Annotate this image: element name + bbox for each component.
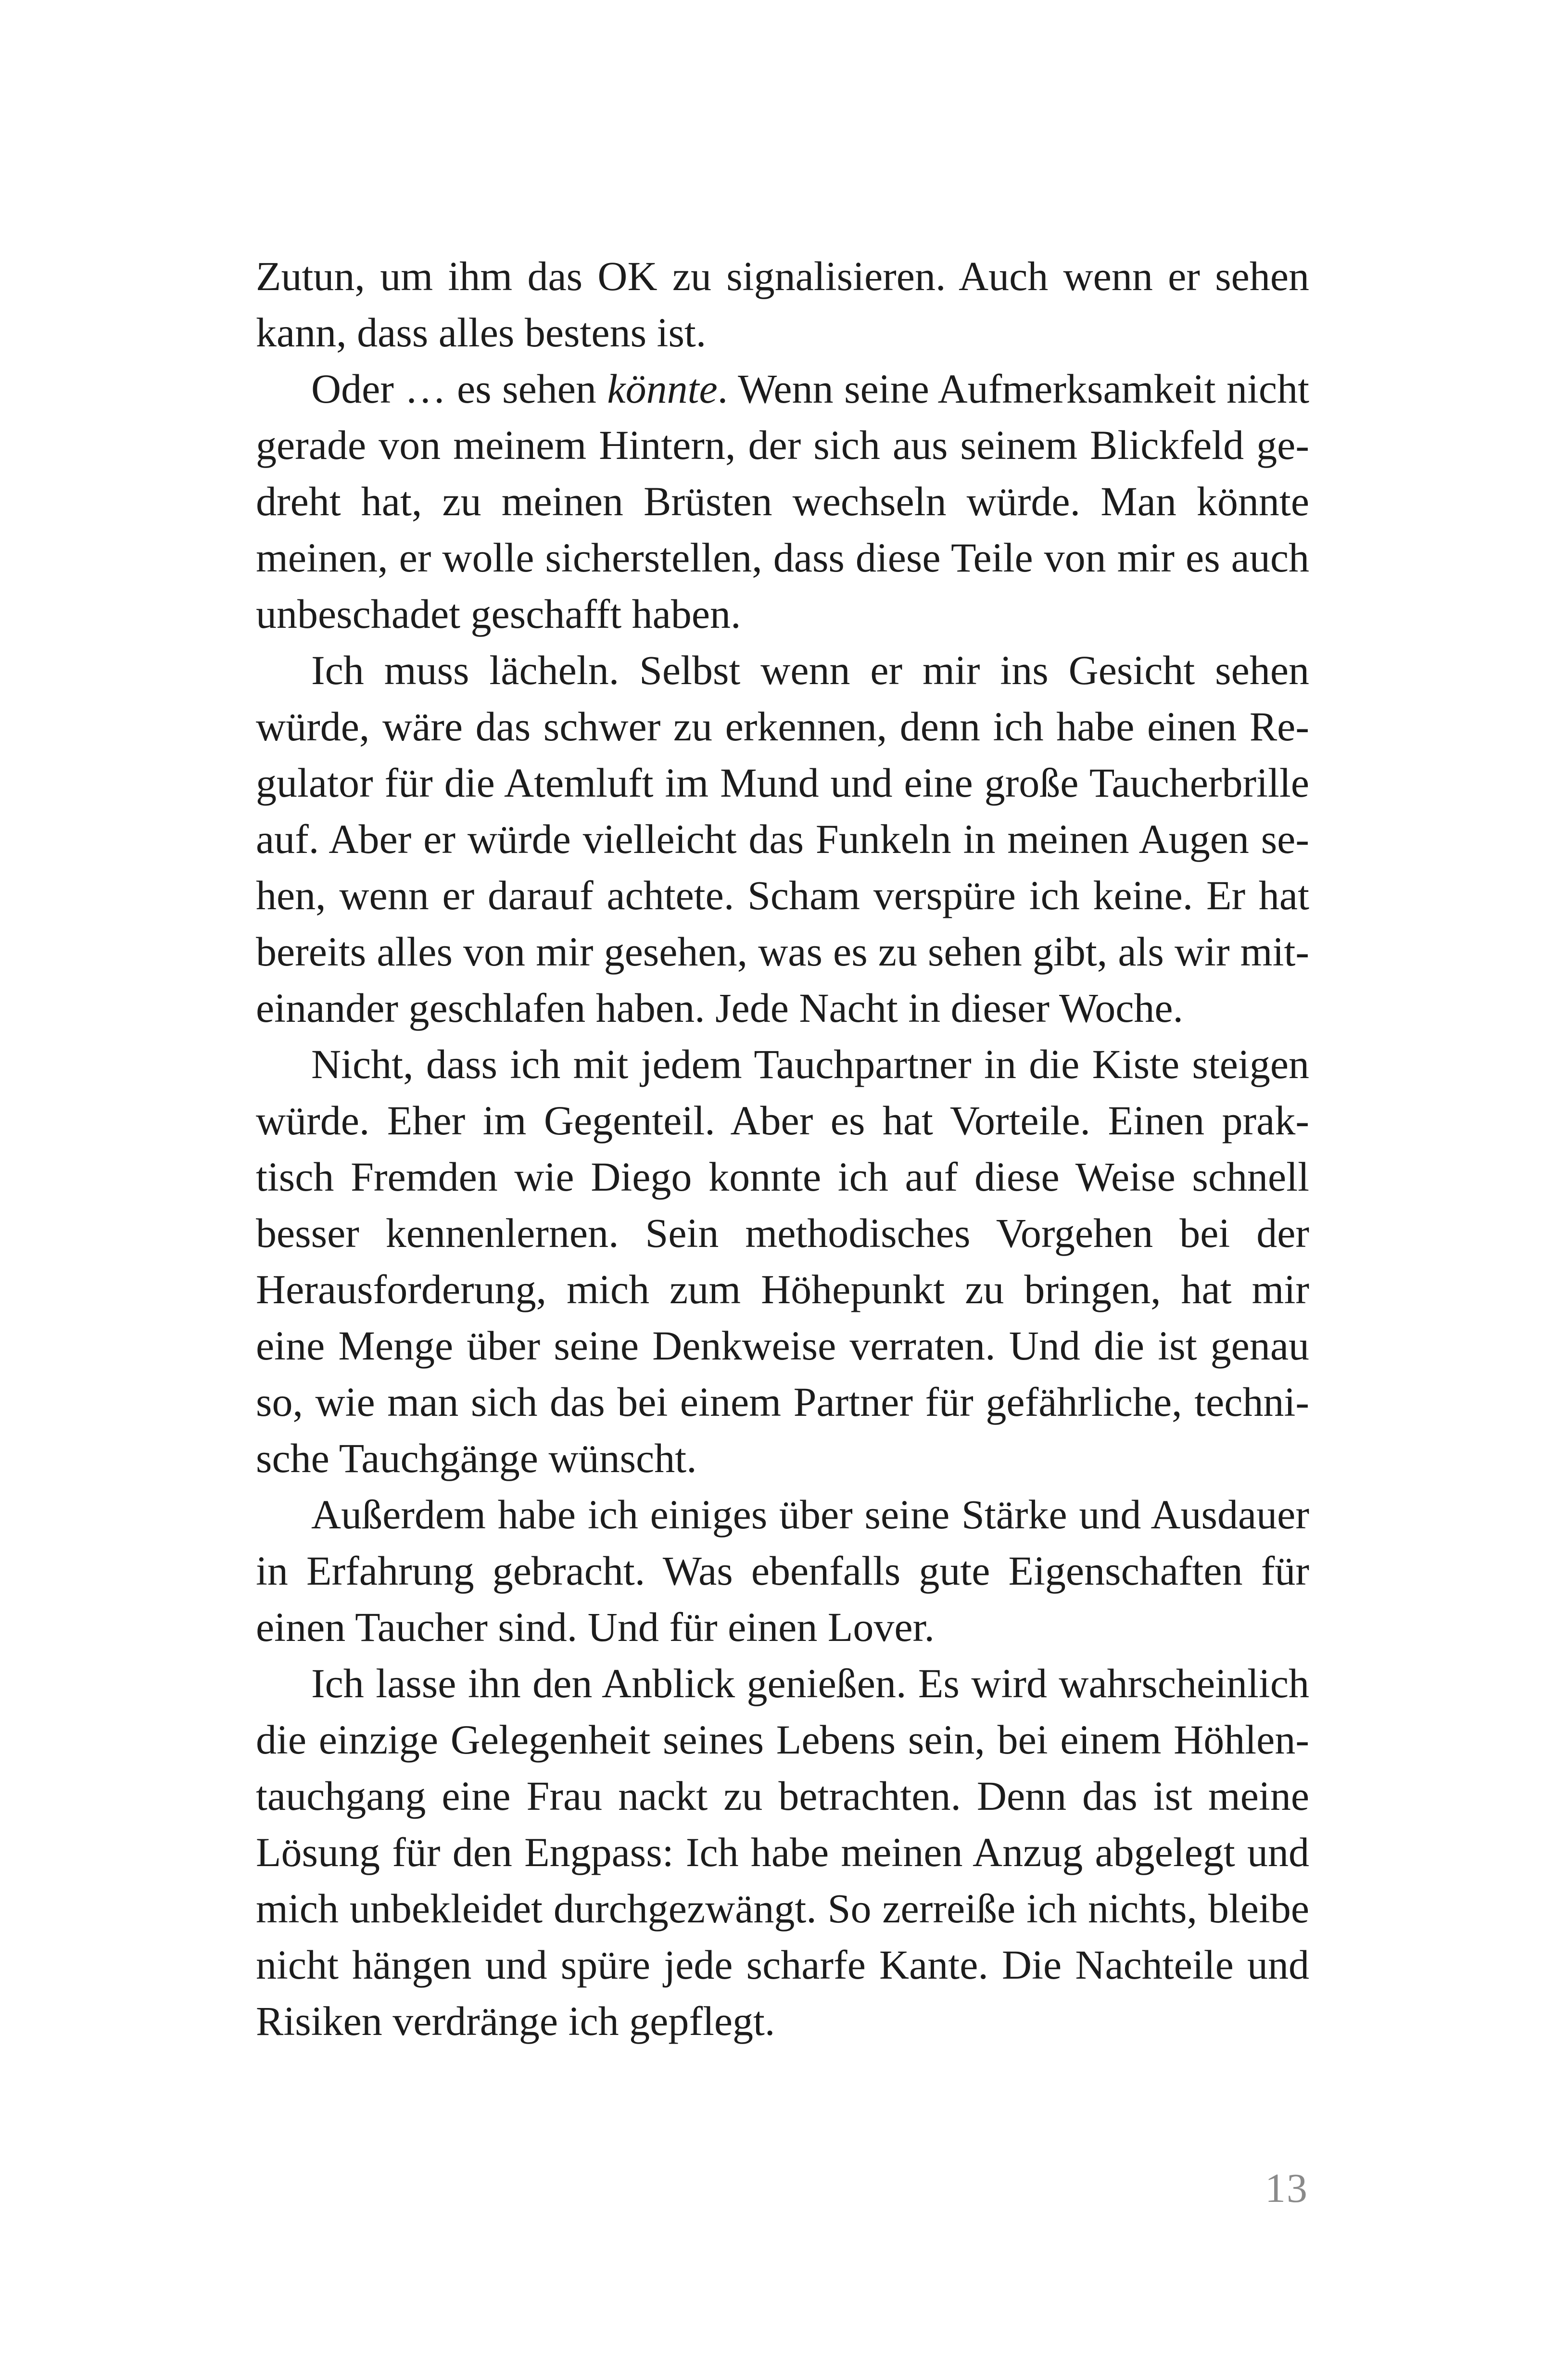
text-line: eine Menge über seine Denkweise verraten. Und die ist genau [256, 1322, 1309, 1369]
text-line: unbeschadet geschafft haben. [256, 591, 741, 637]
text-line: Lösung für den Engpass: Ich habe meinen Anzug abgelegt und [256, 1829, 1309, 1875]
text-line: nicht hängen und spüre jede scharfe Kante. Die Nachteile und [256, 1942, 1309, 1988]
body-text [256, 248, 1309, 2049]
text-line: würde. Eher im Gegenteil. Aber es hat Vorteile. Einen prak- [256, 1097, 1309, 1144]
text-line: gerade von meinem Hintern, der sich aus seinem Blickfeld ge- [256, 422, 1309, 468]
text-line: Risiken verdränge ich gepflegt. [256, 1998, 775, 2044]
text-line: Außerdem habe ich einiges über seine Stärke und Ausdauer [311, 1491, 1309, 1538]
text-line: dreht hat, zu meinen Brüsten wechseln würde. Man könnte [256, 478, 1309, 524]
text-line: Oder … es sehen könnte. Wenn seine Aufmerksamkeit nicht [311, 366, 1309, 412]
text-line: auf. Aber er würde vielleicht das Funkeln in meinen Augen se- [256, 816, 1309, 862]
text-line: meinen, er wolle sicherstellen, dass diese Teile von mir es auch [256, 534, 1309, 581]
text-line: besser kennenlernen. Sein methodisches Vorgehen bei der [256, 1210, 1309, 1256]
text-line: würde, wäre das schwer zu erkennen, denn ich habe einen Re- [256, 703, 1309, 750]
text-line: so, wie man sich das bei einem Partner für gefährliche, techni- [256, 1379, 1309, 1425]
text-line: hen, wenn er darauf achtete. Scham verspüre ich keine. Er hat [256, 872, 1309, 918]
text-line: kann, dass alles bestens ist. [256, 309, 707, 356]
text-line: mich unbekleidet durchgezwängt. So zerreiße ich nichts, bleibe [256, 1885, 1309, 1932]
text-line: die einzige Gelegenheit seines Lebens sein, bei einem Höhlen- [256, 1716, 1309, 1763]
text-line: Nicht, dass ich mit jedem Tauchpartner in die Kiste steigen [311, 1041, 1309, 1087]
text-line: Herausforderung, mich zum Höhepunkt zu bringen, hat mir [256, 1266, 1309, 1312]
page-number: 13 [1265, 2165, 1308, 2211]
text-line: sche Tauchgänge wünscht. [256, 1435, 697, 1481]
text-line: Zutun, um ihm das OK zu signalisieren. Auch wenn er sehen [256, 253, 1309, 299]
text-line: tauchgang eine Frau nackt zu betrachten. Denn das ist meine [256, 1773, 1309, 1819]
emphasized-word: könnte [607, 366, 718, 412]
text-line: Ich lasse ihn den Anblick genießen. Es wird wahrscheinlich [311, 1660, 1309, 1706]
text-line: tisch Fremden wie Diego konnte ich auf diese Weise schnell [256, 1154, 1309, 1200]
text-line: einen Taucher sind. Und für einen Lover. [256, 1604, 935, 1650]
text-line: bereits alles von mir gesehen, was es zu sehen gibt, als wir mit- [256, 928, 1309, 975]
text-line: Ich muss lächeln. Selbst wenn er mir ins Gesicht sehen [311, 647, 1309, 693]
text-line: einander geschlafen haben. Jede Nacht in dieser Woche. [256, 985, 1184, 1031]
text-line: gulator für die Atemluft im Mund und eine große Taucherbrille [256, 760, 1309, 806]
text-line: in Erfahrung gebracht. Was ebenfalls gute Eigenschaften für [256, 1548, 1309, 1594]
